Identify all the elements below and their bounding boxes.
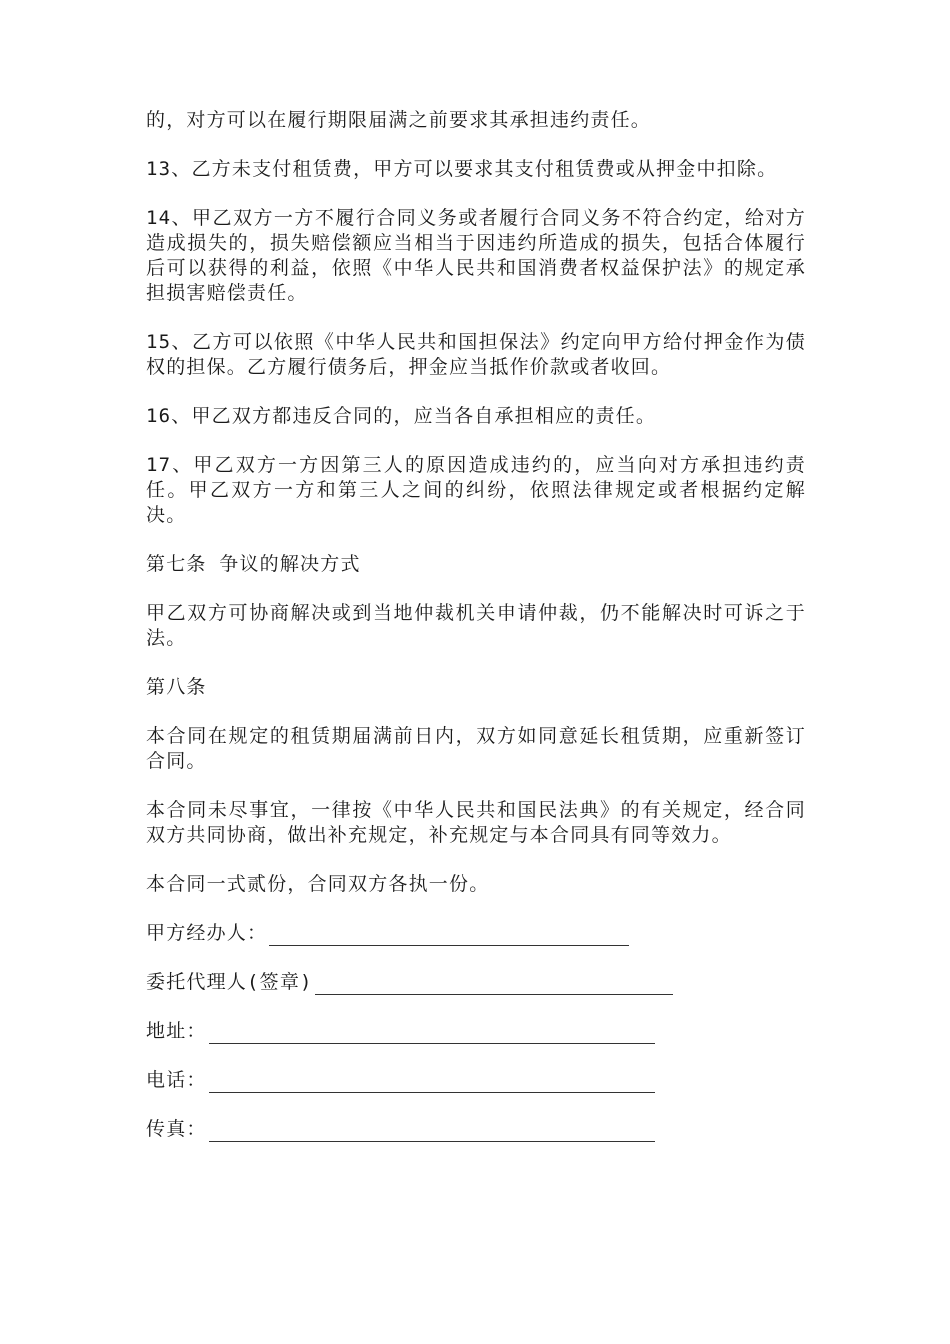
- signature-address-row: [146, 1019, 806, 1044]
- clause-17: 17、甲乙双方一方因第三人的原因造成违约的，应当向对方承担违约责任。甲乙双方一方和第三人之间的纠纷，依照法律规定或者根据约定解决。: [146, 454, 806, 526]
- clause-13: 13、乙方未支付租赁费，甲方可以要求其支付租赁费或从押金中扣除。: [146, 158, 778, 180]
- agent-signature-line[interactable]: [269, 926, 629, 946]
- signature-fax-row: [146, 1117, 806, 1142]
- clause-14: 14、甲乙双方一方不履行合同义务或者履行合同义务不符合约定，给对方造成损失的，损失赔偿额应当相当于因违约所造成的损失，包括合体履行后可以获得的利益，依照《中华人民共和国消费者权益保护法》的规定承担损害赔偿责任。: [146, 207, 806, 304]
- address-label: 地址：: [146, 1020, 207, 1042]
- clause-continuation: 的，对方可以在履行期限届满之前要求其承担违约责任。: [146, 109, 652, 131]
- fax-label: 传真：: [146, 1118, 207, 1140]
- clause-16: 16、甲乙双方都违反合同的，应当各自承担相应的责任。: [146, 405, 657, 427]
- fax-line[interactable]: [209, 1122, 655, 1142]
- proxy-label: 委托代理人(签章): [146, 971, 313, 993]
- signature-agent-row: [146, 921, 806, 946]
- signature-proxy-row: [146, 970, 806, 995]
- clause-15: 15、乙方可以依照《中华人民共和国担保法》约定向甲方给付押金作为债权的担保。乙方履行债务后，押金应当抵作价款或者收回。: [146, 331, 806, 378]
- article-8-renewal: 本合同在规定的租赁期届满前日内，双方如同意延长租赁期，应重新签订合同。: [146, 725, 806, 772]
- address-line[interactable]: [209, 1024, 655, 1044]
- article-8-copies: 本合同一式贰份，合同双方各执一份。: [146, 873, 490, 895]
- signature-phone-row: [146, 1068, 806, 1093]
- phone-label: 电话：: [146, 1069, 207, 1091]
- phone-line[interactable]: [209, 1073, 655, 1093]
- proxy-signature-line[interactable]: [315, 975, 673, 995]
- article-7-heading: 第七条 争议的解决方式: [146, 553, 361, 575]
- article-7-body: 甲乙双方可协商解决或到当地仲裁机关申请仲裁，仍不能解决时可诉之于法。: [146, 602, 806, 649]
- document-body: [146, 108, 806, 1166]
- article-8-heading: 第八条: [146, 676, 207, 698]
- article-8-supplement: 本合同未尽事宜，一律按《中华人民共和国民法典》的有关规定，经合同双方共同协商，做出补充规定，补充规定与本合同具有同等效力。: [146, 799, 806, 846]
- agent-label: 甲方经办人：: [146, 922, 268, 944]
